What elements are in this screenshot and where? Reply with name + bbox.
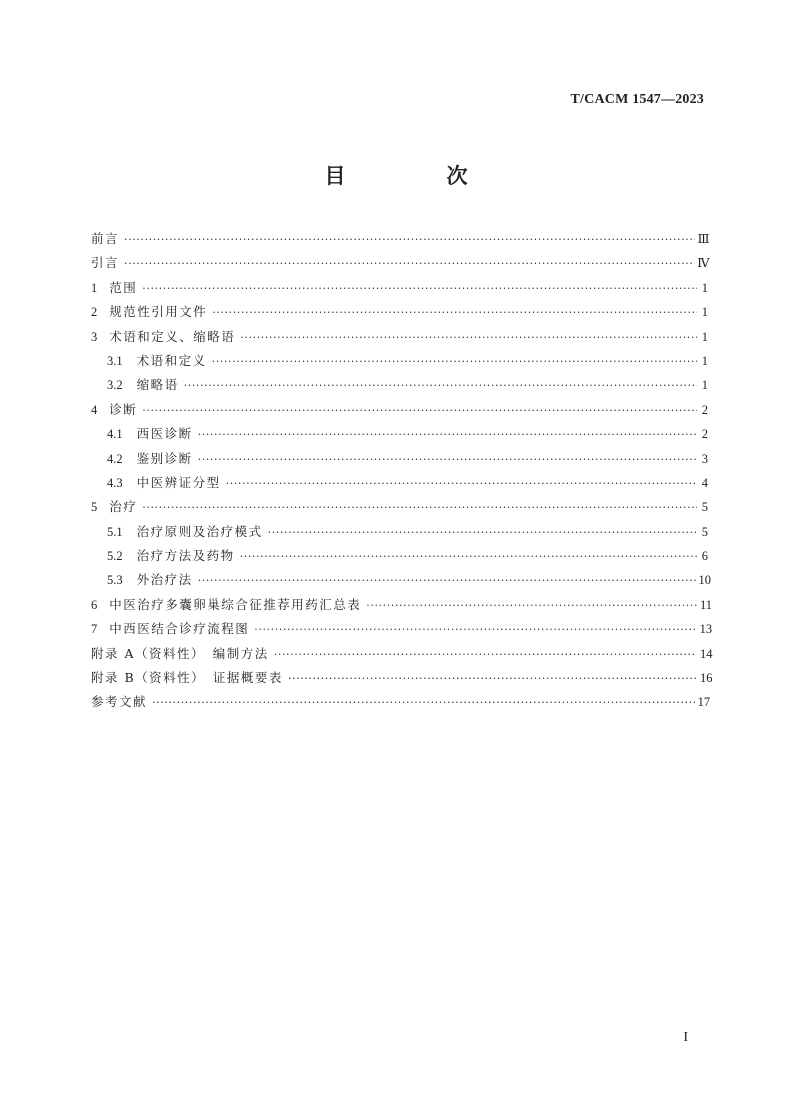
toc-entry-number: 4.1: [107, 427, 123, 442]
toc-entry[interactable]: [91, 471, 708, 495]
toc-dot-leader: [226, 472, 697, 496]
toc-entry-number: 6: [91, 597, 98, 612]
toc-entry[interactable]: [91, 227, 708, 251]
toc-entry[interactable]: [91, 373, 708, 397]
toc-entry[interactable]: [91, 325, 708, 349]
toc-entry-page: 13: [699, 622, 713, 637]
toc-dot-leader: [212, 350, 697, 374]
toc-entry-label: 外治疗法: [136, 572, 193, 588]
toc-entry-label: 引言: [91, 255, 120, 271]
toc-entry-label: 附录 B（资料性） 证据概要表: [91, 670, 283, 686]
table-of-contents: [91, 227, 713, 715]
toc-dot-leader: [198, 423, 697, 447]
toc-entry[interactable]: [91, 666, 713, 690]
toc-entry-label: 中医治疗多囊卵巢综合征推荐用药汇总表: [109, 596, 362, 612]
toc-entry-number: 5: [91, 500, 98, 515]
toc-entry-page: 11: [700, 597, 713, 612]
toc-entry[interactable]: [91, 398, 708, 422]
toc-entry-label: 治疗原则及治疗模式: [136, 523, 263, 539]
toc-entry-label: 治疗: [109, 499, 138, 515]
toc-dot-leader: [274, 643, 697, 667]
toc-entry[interactable]: [91, 422, 708, 446]
toc-entry[interactable]: [91, 349, 708, 373]
toc-entry-page: 1: [701, 378, 708, 393]
toc-entry-label: 中医辨证分型: [136, 474, 221, 490]
toc-entry-page: 14: [699, 646, 713, 661]
toc-entry-label: 术语和定义: [136, 352, 207, 368]
toc-entry[interactable]: [91, 300, 708, 324]
toc-entry[interactable]: [91, 544, 708, 568]
toc-entry-page: 6: [701, 549, 708, 564]
toc-entry-number: 5.3: [107, 573, 123, 588]
toc-dot-leader: [124, 252, 694, 276]
toc-entry-page: 16: [700, 671, 713, 686]
toc-dot-leader: [142, 496, 697, 520]
page-title: 目 次: [324, 164, 508, 188]
toc-dot-leader: [366, 594, 697, 618]
toc-entry-number: 4: [91, 402, 98, 417]
toc-entry-page: 2: [701, 402, 708, 417]
toc-entry-number: 3.1: [107, 353, 123, 368]
toc-entry-label: 参考文献: [91, 694, 148, 710]
toc-entry[interactable]: [91, 251, 708, 275]
toc-entry-page: 2: [701, 427, 708, 442]
toc-entry-page: Ⅲ: [697, 232, 710, 246]
toc-entry-page: 5: [701, 500, 708, 515]
page-number: I: [683, 1030, 688, 1045]
toc-entry-label: 范围: [109, 279, 138, 295]
toc-entry-page: 17: [697, 695, 711, 710]
toc-dot-leader: [288, 667, 697, 691]
toc-dot-leader: [254, 618, 696, 642]
toc-dot-leader: [184, 374, 697, 398]
toc-entry-page: 1: [701, 305, 708, 320]
toc-dot-leader: [152, 691, 695, 715]
toc-entry-number: 5.1: [107, 524, 123, 539]
toc-entry-label: 诊断: [109, 401, 138, 417]
toc-dot-leader: [212, 301, 697, 325]
toc-entry-label: 中西医结合诊疗流程图: [109, 621, 250, 637]
toc-entry-number: 7: [91, 622, 98, 637]
toc-entry-page: 1: [701, 329, 708, 344]
toc-entry-page: 5: [701, 524, 708, 539]
toc-entry[interactable]: [91, 276, 708, 300]
toc-entry-label: 规范性引用文件: [109, 304, 208, 320]
toc-entry-number: 3.2: [107, 378, 123, 393]
toc-entry[interactable]: [91, 617, 713, 641]
toc-entry-label: 术语和定义、缩略语: [109, 328, 236, 344]
toc-entry-page: 1: [701, 353, 708, 368]
toc-entry[interactable]: [91, 642, 713, 666]
toc-dot-leader: [142, 277, 697, 301]
toc-entry-label: 缩略语: [136, 377, 179, 393]
toc-entry-number: 3: [91, 329, 98, 344]
toc-dot-leader: [240, 326, 697, 350]
toc-entry[interactable]: [91, 593, 713, 617]
toc-entry-label: 附录 A（资料性） 编制方法: [91, 645, 269, 661]
toc-entry-number: 4.3: [107, 475, 123, 490]
toc-dot-leader: [198, 448, 697, 472]
toc-entry-page: Ⅳ: [697, 256, 710, 271]
toc-entry[interactable]: [91, 495, 708, 519]
toc-entry[interactable]: [91, 568, 711, 592]
toc-entry-number: 2: [91, 305, 98, 320]
toc-entry-number: 5.2: [107, 549, 123, 564]
toc-entry-label: 治疗方法及药物: [136, 548, 235, 564]
toc-entry-page: 4: [701, 475, 708, 490]
toc-entry-page: 3: [701, 451, 708, 466]
toc-entry-number: 4.2: [107, 451, 123, 466]
toc-entry-page: 1: [701, 280, 708, 295]
toc-entry-label: 西医诊断: [136, 426, 193, 442]
toc-dot-leader: [142, 399, 697, 423]
document-code: T/CACM 1547—2023: [570, 92, 704, 107]
toc-entry[interactable]: [91, 447, 708, 471]
toc-entry-label: 鉴别诊断: [136, 450, 193, 466]
toc-dot-leader: [124, 228, 694, 252]
toc-entry-label: 前言: [91, 231, 120, 246]
toc-entry-page: 10: [698, 573, 711, 588]
toc-dot-leader: [268, 521, 697, 545]
toc-entry[interactable]: [91, 690, 711, 714]
toc-entry[interactable]: [91, 520, 708, 544]
toc-dot-leader: [198, 569, 696, 593]
toc-dot-leader: [240, 545, 697, 569]
toc-entry-number: 1: [91, 280, 98, 295]
